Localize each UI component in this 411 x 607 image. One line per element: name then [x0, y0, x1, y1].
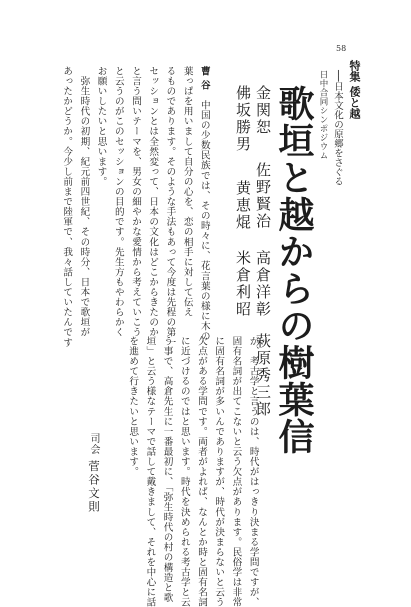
- symposium-label: 日中合同シンポジウム: [318, 70, 328, 160]
- feature-title: 倭と越: [348, 85, 361, 119]
- participant-name: 萩原秀三郎: [254, 333, 272, 418]
- participant-name: 黄恵焜: [234, 180, 252, 231]
- speaker-name: 曹 谷: [198, 66, 210, 90]
- participant-name: 佛坂勝男: [234, 85, 252, 153]
- body-line: お願いしたいと思います。: [95, 66, 107, 187]
- feature-subtitle: ──日本文化の原郷をさぐる: [332, 70, 343, 186]
- body-line: う事で、高倉先生に一番最初に、「弥生時代の村の構造と歌: [161, 336, 173, 603]
- body-text-bottom: [124, 336, 262, 607]
- participant-name: 高倉洋彰: [254, 250, 272, 318]
- feature-label: 特集: [348, 60, 361, 82]
- feature-heading: [347, 60, 361, 119]
- body-line: 垣」と云う様なテーマで話して戴きまして、それを中心に話: [144, 336, 156, 607]
- participant-name: 佐野賢治: [254, 162, 272, 230]
- moderator-name: 菅谷文則: [87, 460, 101, 514]
- body-line: と云うのがこのセッションの目的です。先生方もやわらかく: [112, 66, 124, 338]
- article-title: 歌垣と越からの樹葉信: [273, 85, 315, 455]
- body-line: 弥生時代の初期、紀元前四世紀、その時分、日本で歌垣が: [78, 66, 90, 338]
- body-line: と言う問いテーマを、男女の細やかな愛情から考えていこう: [130, 66, 142, 338]
- body-line-text: 中国の少数民族では、その時々に、花言葉の様に木の: [198, 99, 210, 342]
- moderator-label: 司会: [88, 433, 99, 455]
- body-line: が、考古学と言うのは、時代がはっきり決まる学問ですが、: [247, 336, 259, 607]
- body-line: 固有名詞が出てこないと云う欠点があります。民俗学は非常: [230, 336, 242, 607]
- body-text-top: [58, 66, 213, 347]
- body-line: に近づけるのではと思います。時代を決められる考古学と云: [178, 336, 190, 607]
- body-line: [196, 66, 213, 347]
- body-line: 欠点がある学問です。両者がよれば、なんとか時と固有名詞: [196, 336, 208, 607]
- page-number: 58: [336, 44, 347, 53]
- body-line: セッションとは全然変って、日本の文化はどこからきたのか: [147, 66, 159, 338]
- body-line: るものであります。そのような手法もあって今度は先程の第一: [164, 66, 176, 348]
- participant-name: 米倉利昭: [234, 250, 252, 318]
- body-line: あったかどうか。今少し前まで陸軍で、我々話していたんです: [61, 66, 73, 348]
- body-line: に固有名詞が多いんでありますが、時代が決まらないと云う: [213, 336, 225, 607]
- body-line: を進めて行きたいと思います。: [127, 336, 139, 477]
- participant-name: 金関恕: [254, 85, 272, 136]
- body-line: 葉っぱを用いまして自分の心を、恋の相手に対して伝え: [181, 66, 193, 318]
